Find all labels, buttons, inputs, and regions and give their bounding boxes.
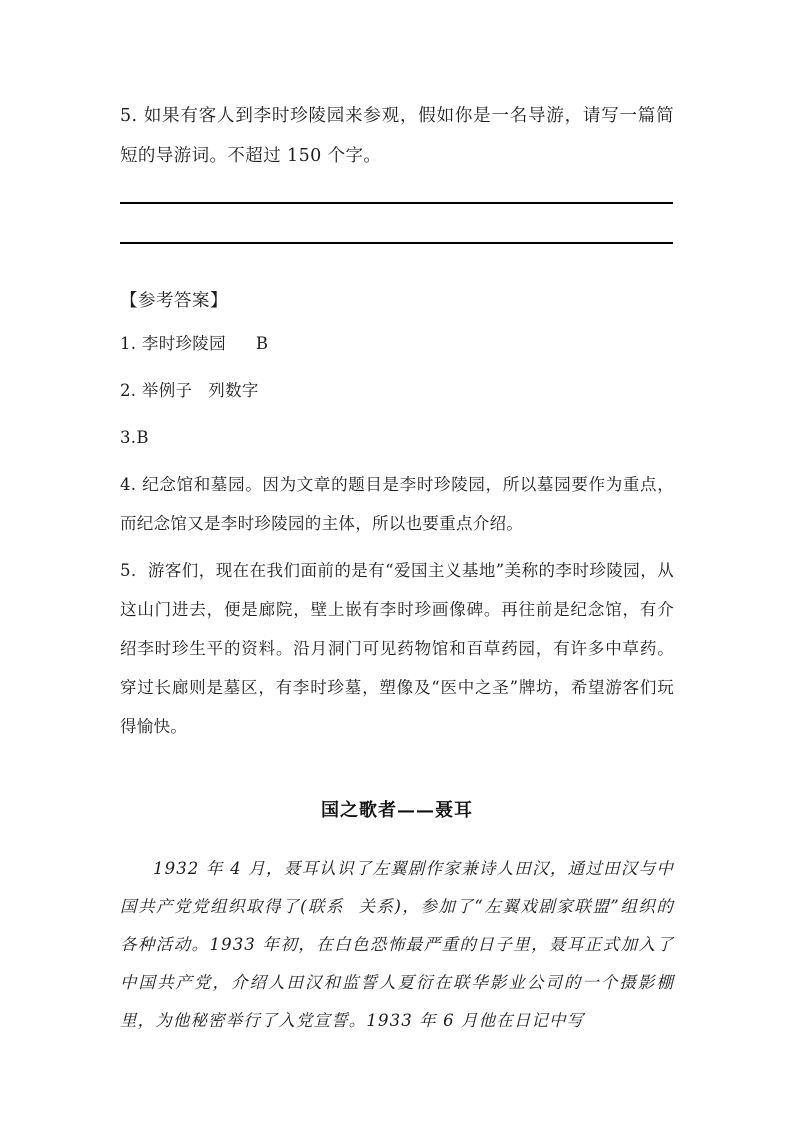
answer-item-2	[120, 371, 674, 410]
answers-section-heading: 【参考答案】	[120, 291, 228, 311]
answer-item-4	[120, 465, 674, 543]
answer-item-1-text: 1. 李时珍陵园	[120, 334, 226, 353]
answer-item-3	[120, 418, 674, 457]
answer-item-5-text: 5．游客们，现在在我们面前的是有“爱国主义基地”美称的李时珍陵园，从这山门进去，便是廊院，壁上嵌有李时珍画像碑。再往前是纪念馆，有介绍李时珍生平的资料。沿月洞门可见药物馆和百草药园，有许多中草药。穿过长廊则是墓区，有李时珍墓，塑像及“医中之圣”牌坊，希望游客们玩得愉快。	[120, 561, 674, 736]
answer-rule-2[interactable]	[120, 242, 673, 244]
article-body-part-2: 关系)，参加了“左翼戏剧家联盟”组织的各种活动。1933 年初，在白色恐怖最严重的日子里，聂耳正式加入了中国共产党，介绍人田汉和监誓人夏衍在联华影业公司的一个摄影棚里，为他秘密举行了入党宣誓。1933 年 6 月他在日记中写	[120, 897, 674, 1030]
answer-list	[120, 324, 674, 746]
answer-item-4-text: 4. 纪念馆和墓园。因为文章的题目是李时珍陵园，所以墓园要作为重点，而纪念馆又是李时珍陵园的主体，所以也要重点介绍。	[120, 475, 674, 533]
answer-rule-1[interactable]	[120, 202, 673, 204]
answer-item-3-text: 3.B	[120, 428, 149, 447]
answer-item-1-choice: B	[255, 334, 269, 353]
answer-item-5	[120, 551, 674, 746]
answer-item-1	[120, 324, 674, 363]
content-column	[120, 96, 674, 1057]
question-5-text: 5. 如果有客人到李时珍陵园来参观，假如你是一名导游，请写一篇简短的导游词。不超过 150 个字。	[120, 106, 674, 166]
answer-item-2-part-b: 列数字	[208, 381, 259, 400]
answer-rule-group	[120, 202, 674, 244]
article-title: 国之歌者——聂耳	[321, 800, 473, 821]
article-body	[120, 850, 674, 1040]
article-body-part-1: 1932 年 4 月，聂耳认识了左翼剧作家兼诗人田汉，通过田汉与中国共产党党组织取得了(联系	[120, 859, 674, 916]
answer-item-2-part-a: 2. 举例子	[120, 381, 193, 400]
article-section	[120, 794, 674, 1040]
